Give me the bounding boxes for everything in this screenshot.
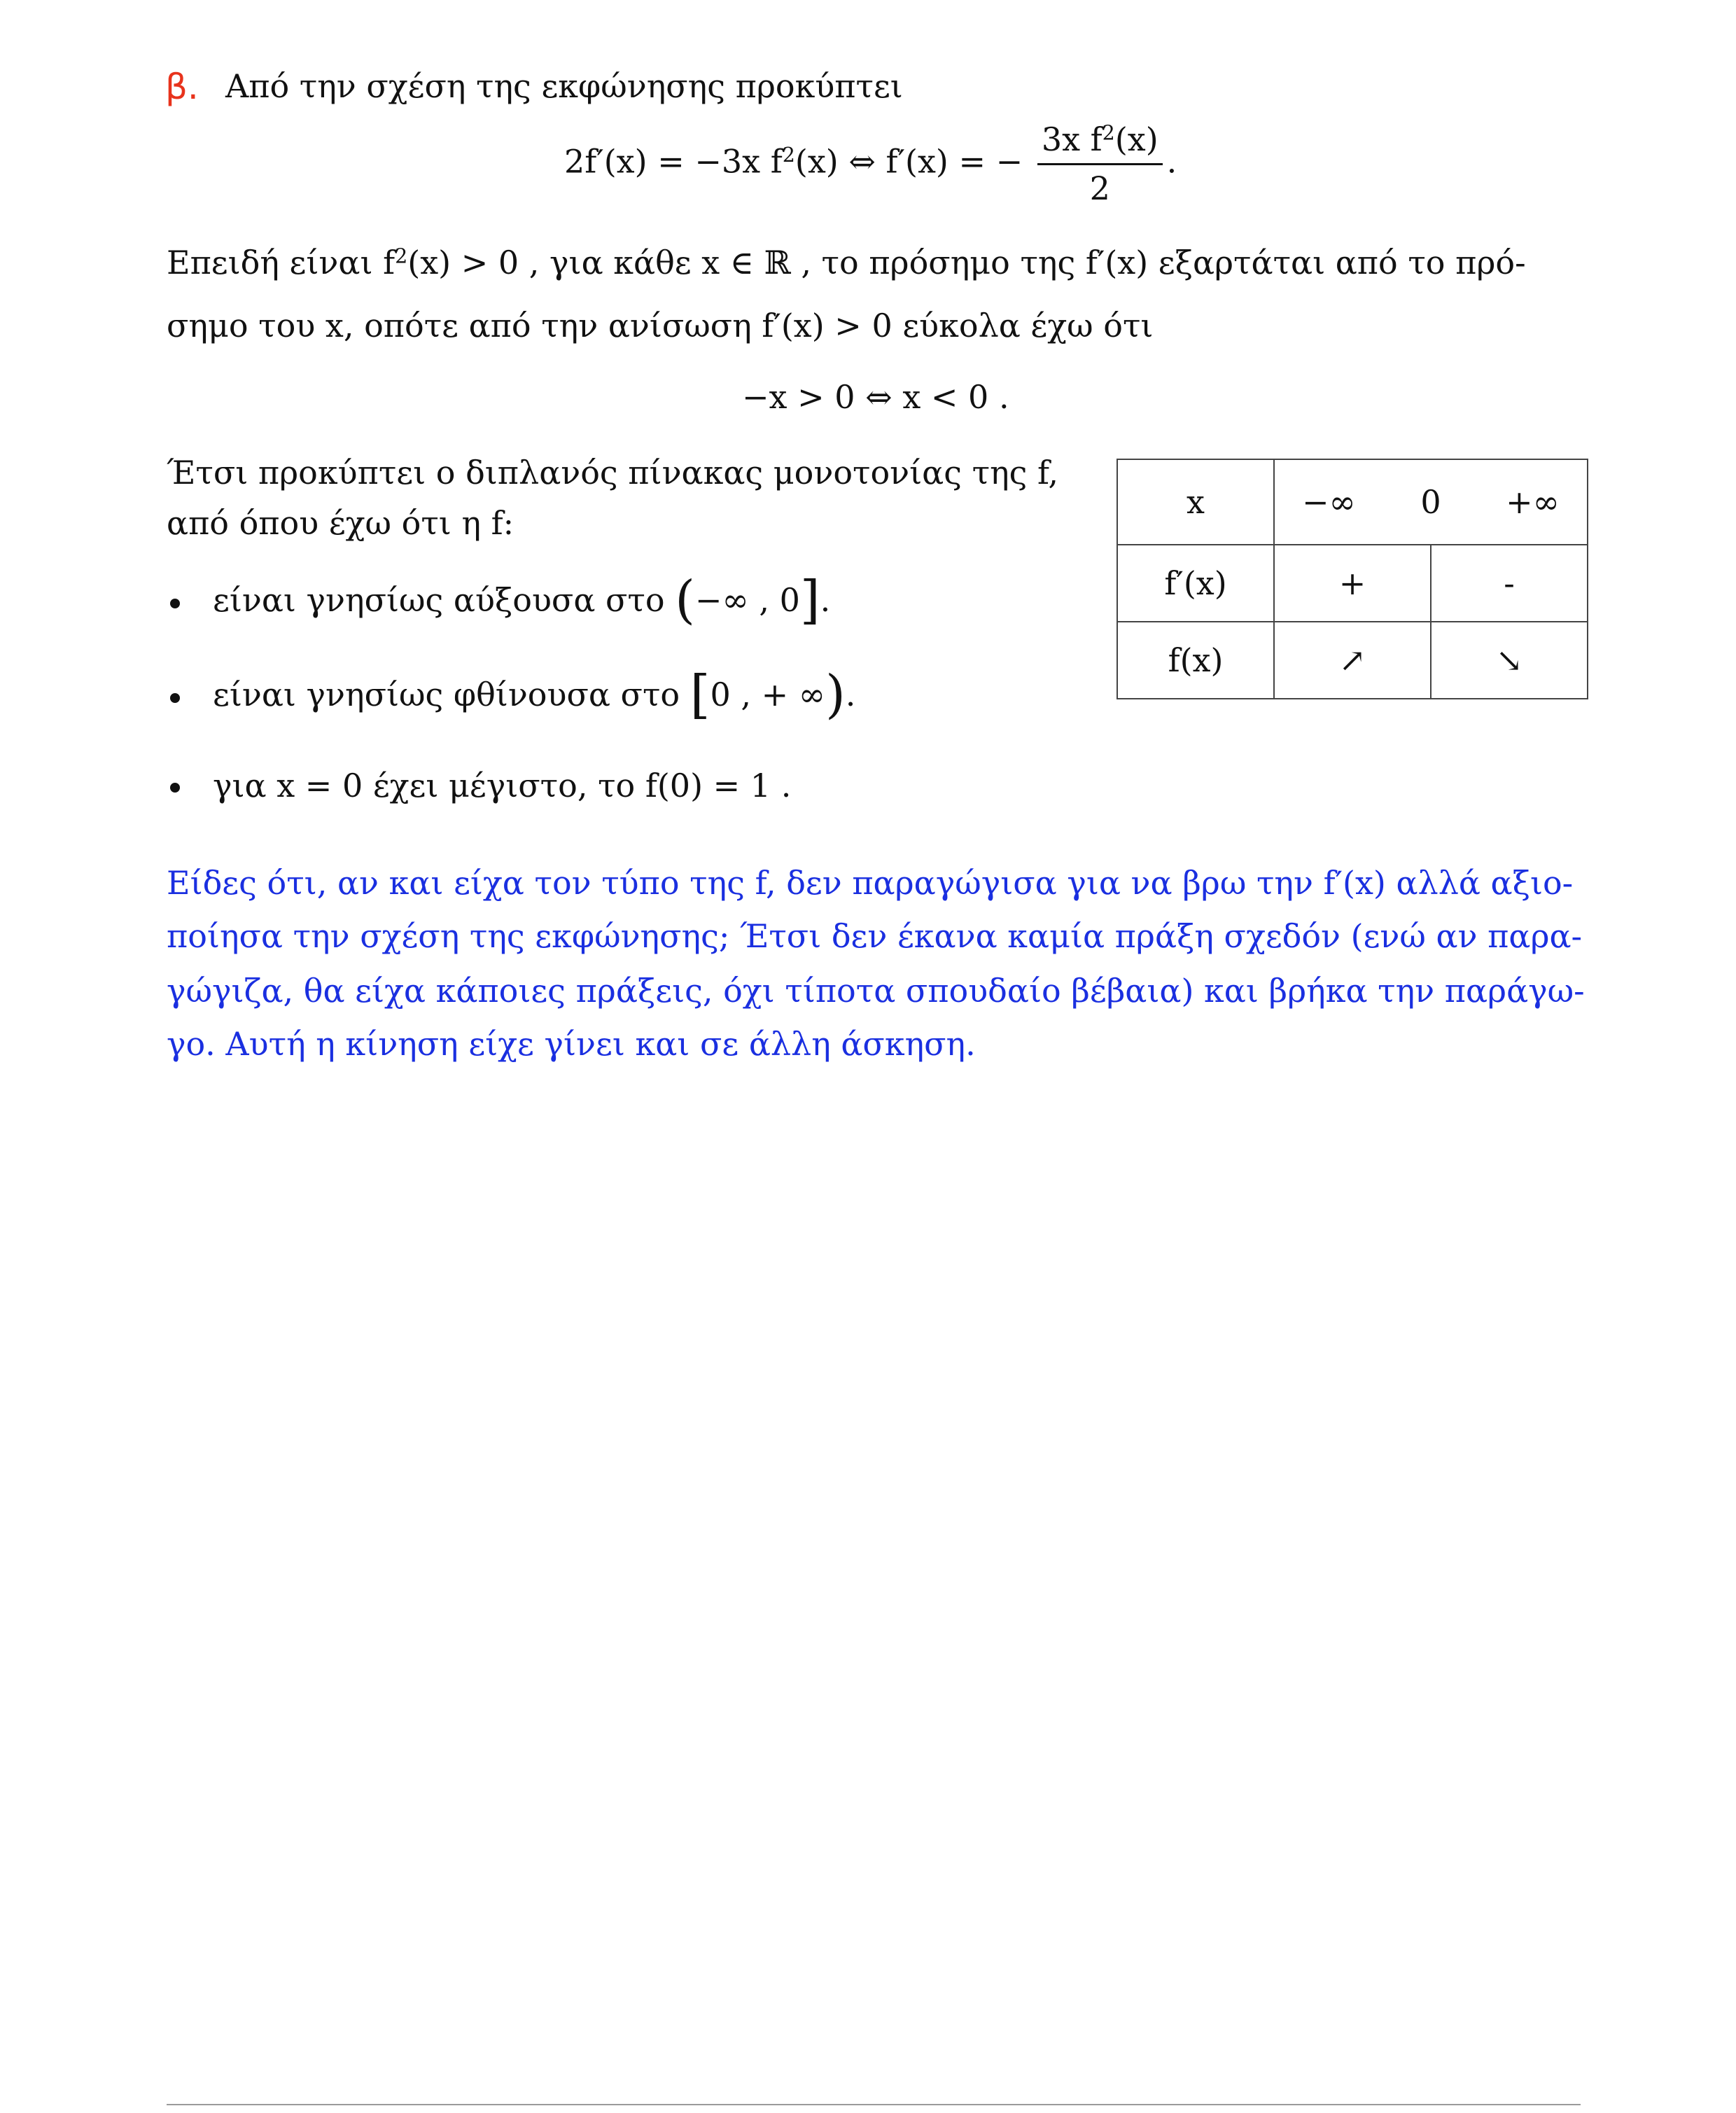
eq1-denominator: 2 <box>1089 169 1110 208</box>
table-x-values <box>1274 459 1588 545</box>
sign-left: + <box>1274 545 1431 622</box>
table-row-x <box>1117 459 1588 545</box>
bullet-dot-1 <box>170 599 180 608</box>
x-neg-infinity: −∞ <box>1302 483 1356 521</box>
bullet-dot-2 <box>170 693 180 703</box>
para2-line1: Έτσι προκύπτει ο διπλανός πίνακας μονοτονίας της f, <box>167 454 1059 491</box>
x-zero: 0 <box>1420 483 1441 521</box>
note-line-3: γώγιζα, θα είχα κάποιες πράξεις, όχι τίποτα σπουδαίο βέβαια) και βρήκα την παράγω- <box>167 972 1585 1010</box>
note-line-4: γο. Αυτή η κίνηση είχε γίνει και σε άλλη άσκηση. <box>167 1025 976 1063</box>
arrow-down-icon: ↘ <box>1431 622 1588 699</box>
note-line-2: ποίησα την σχέση της εκφώνησης; Έτσι δεν έκανα καμία πράξη σχεδόν (ενώ αν παρα- <box>167 917 1583 955</box>
eq1-square: 2 <box>782 144 795 167</box>
table-label-x: x <box>1117 459 1274 545</box>
table-label-function: f(x) <box>1117 622 1274 699</box>
section-label: β. <box>165 67 199 107</box>
monotonicity-table <box>1116 459 1588 699</box>
footer-divider <box>167 2104 1581 2105</box>
table-row-derivative <box>1117 545 1588 622</box>
bullet-increasing: είναι γνησίως αύξουσα στο (−∞ , 0]. <box>213 570 831 630</box>
eq1-numerator: 3x $f^2(x)$ <box>1037 120 1163 165</box>
arrow-up-icon: ↗ <box>1274 622 1431 699</box>
eq1-fraction <box>1037 120 1163 208</box>
table-label-derivative: f′(x) <box>1117 545 1274 622</box>
note-line-1: Είδες ότι, αν και είχα τον τύπο της f, δεν παραγώγισα για να βρω την f′(x) αλλά αξιο- <box>167 864 1574 902</box>
eq1-mid: (x) ⇔ f′(x) = − <box>794 142 1023 181</box>
bullet-decreasing: είναι γνησίως φθίνουσα στο [0 , + ∞). <box>213 664 856 725</box>
bullet-maximum: για x = 0 έχει μέγιστο, το f(0) = 1 . <box>213 767 792 804</box>
para1-line2: σημο του x, οπότε από την ανίσωση f′(x) > 0 εύκολα έχω ότι <box>167 307 1154 344</box>
intro-text: Από την σχέση της εκφώνησης προκύπτει <box>225 67 903 105</box>
bullet-dot-3 <box>170 783 180 793</box>
equation-derivative <box>564 120 1177 208</box>
equation-inequality: −x > 0 ⇔ x < 0 . <box>742 378 1009 416</box>
sign-right: - <box>1431 545 1588 622</box>
x-pos-infinity: +∞ <box>1506 483 1560 521</box>
para1-line1: Επειδή είναι $f^2(x) > 0$ , για κάθε x ∈ ℝ , το πρόσημο της f′(x) εξαρτάται από το πρό- <box>167 244 1526 281</box>
table-row-function <box>1117 622 1588 699</box>
eq1-lhs: 2f′(x) = −3x f <box>564 142 783 181</box>
para2-line2: από όπου έχω ότι η f: <box>167 504 514 542</box>
eq1-end: . <box>1166 142 1177 181</box>
